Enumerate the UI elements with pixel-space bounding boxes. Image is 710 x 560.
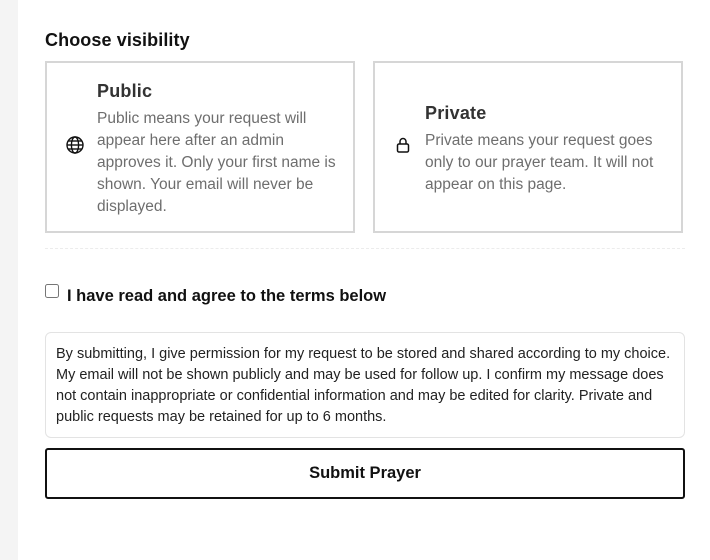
submit-prayer-button[interactable]: Submit Prayer xyxy=(45,448,685,499)
visibility-heading: Choose visibility xyxy=(45,30,190,50)
option-title: Private xyxy=(425,103,487,123)
option-description: Private means your request goes only to our prayer team. It will not appear on this page. xyxy=(425,132,654,193)
lock-icon xyxy=(393,135,413,155)
globe-icon xyxy=(65,135,85,155)
agreement-row xyxy=(45,283,386,305)
agree-label[interactable]: I have read and agree to the terms below xyxy=(67,287,387,305)
option-description: Public means your request will appear here after an admin approves it. Only your first name is shown. Your email will never be displayed. xyxy=(97,110,336,215)
section-divider xyxy=(45,248,685,249)
visibility-option-private[interactable] xyxy=(373,61,683,233)
option-title: Public xyxy=(97,81,153,101)
agree-checkbox[interactable] xyxy=(45,284,59,298)
terms-text: By submitting, I give permission for my request to be stored and shared according to my choice. My email will not be shown publicly and may be used for follow up. I confirm my message does not contain inappropriate or confidential information and may be edited for clarity. Private and public requests may be retained for up to 6 months. xyxy=(45,332,685,438)
visibility-option-public[interactable] xyxy=(45,61,355,233)
